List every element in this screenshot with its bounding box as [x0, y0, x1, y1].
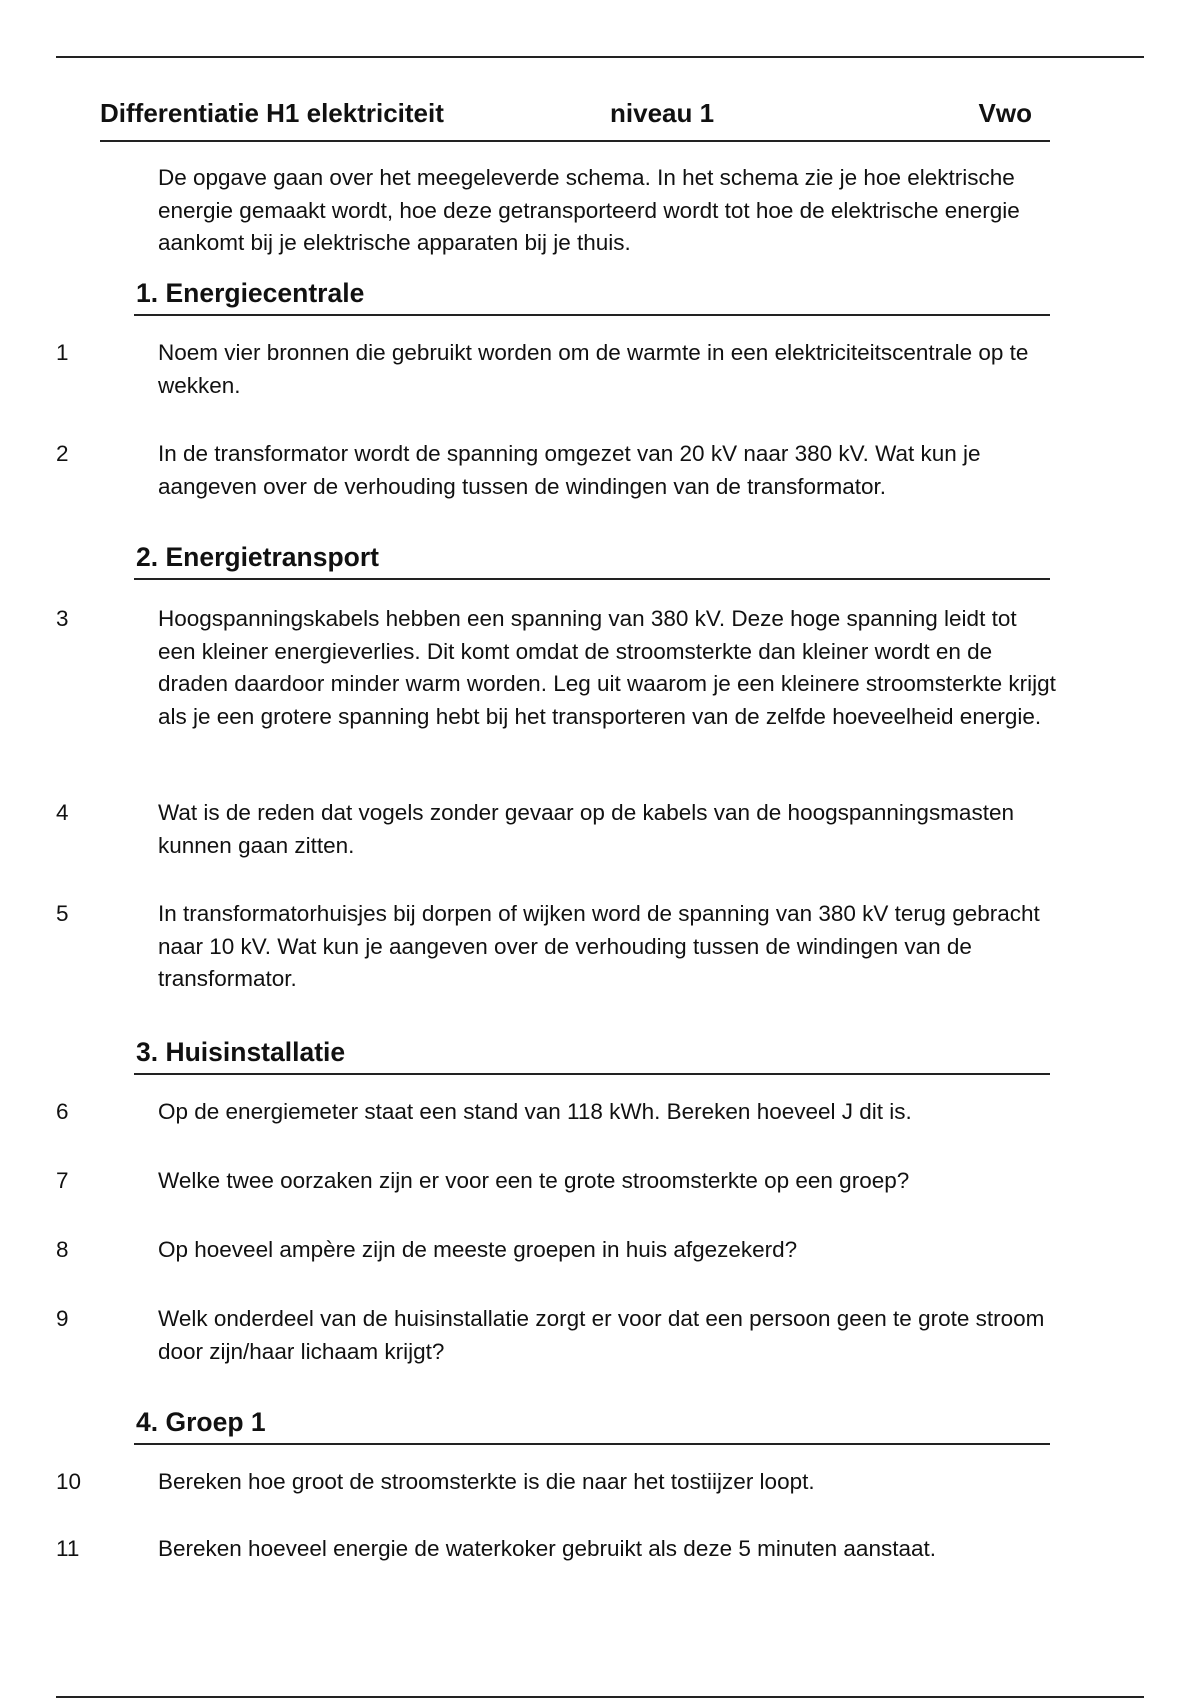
question-number: 8	[56, 1237, 69, 1262]
question-number: 11	[56, 1536, 80, 1561]
question-text: Bereken hoeveel energie de waterkoker gebruikt als deze 5 minuten aanstaat.	[158, 1536, 936, 1561]
question-number: 9	[56, 1306, 69, 1331]
intro-paragraph: De opgave gaan over het meegeleverde schema. In het schema zie je hoe elektrische energie gemaakt wordt, hoe deze getransporteerd wordt tot hoe de elektrische energie aankomt bij je elektrische apparaten bij je thuis.	[158, 165, 1020, 255]
question-number: 1	[56, 340, 69, 365]
question-number: 5	[56, 901, 69, 926]
question-number: 3	[56, 606, 69, 631]
question-number: 7	[56, 1168, 69, 1193]
question-number: 10	[56, 1469, 82, 1494]
question-text: Welk onderdeel van de huisinstallatie zorgt er voor dat een persoon geen te grote stroom door zijn/haar lichaam krijgt?	[158, 1306, 1045, 1364]
question-text: In transformatorhuisjes bij dorpen of wijken word de spanning van 380 kV terug gebracht naar 10 kV. Wat kun je aangeven over de verhouding tussen de windingen van de transformator.	[158, 901, 1040, 991]
section-title: 4. Groep 1	[136, 1407, 266, 1437]
document-title: Differentiatie H1 elektriciteit	[100, 98, 444, 128]
top-rule	[56, 56, 1144, 58]
question-text: Op hoeveel ampère zijn de meeste groepen in huis afgezekerd?	[158, 1237, 798, 1262]
question-number: 2	[56, 441, 69, 466]
section-heading-energietransport	[134, 540, 1050, 580]
section-title: 2. Energietransport	[136, 542, 379, 572]
question-text: Hoogspanningskabels hebben een spanning van 380 kV. Deze hoge spanning leidt tot een kleiner energieverlies. Dit komt omdat de stroomsterkte dan kleiner wordt en de draden daardoor minder warm worden. Leg uit waarom je een kleinere stroomsterkte krijgt als je een grotere spanning hebt bij het transporteren van de zelfde hoeveelheid energie.	[158, 606, 1056, 729]
question-number: 4	[56, 800, 69, 825]
question-text: Welke twee oorzaken zijn er voor een te grote stroomsterkte op een groep?	[158, 1168, 910, 1193]
question-text: Wat is de reden dat vogels zonder gevaar op de kabels van de hoogspanningsmasten kunnen gaan zitten.	[158, 800, 1014, 858]
level-label: niveau 1	[610, 98, 715, 128]
question-text: Noem vier bronnen die gebruikt worden om de warmte in een elektriciteitscentrale op te wekken.	[158, 340, 1029, 398]
section-title: 3. Huisinstallatie	[136, 1037, 346, 1067]
question-text: Op de energiemeter staat een stand van 118 kWh. Bereken hoeveel J dit is.	[158, 1099, 912, 1124]
question-text: Bereken hoe groot de stroomsterkte is die naar het tostiijzer loopt.	[158, 1469, 815, 1494]
school-level-label: Vwo	[978, 98, 1032, 128]
bottom-rule	[56, 1696, 1144, 1698]
section-heading-energiecentrale	[134, 276, 1050, 316]
section-heading-huisinstallatie	[134, 1035, 1050, 1075]
section-heading-groep-1	[134, 1405, 1050, 1445]
document-header	[100, 98, 1050, 142]
section-title: 1. Energiecentrale	[136, 278, 365, 308]
question-number: 6	[56, 1099, 69, 1124]
question-text: In de transformator wordt de spanning omgezet van 20 kV naar 380 kV. Wat kun je aangeven over de verhouding tussen de windingen van de transformator.	[158, 441, 981, 499]
